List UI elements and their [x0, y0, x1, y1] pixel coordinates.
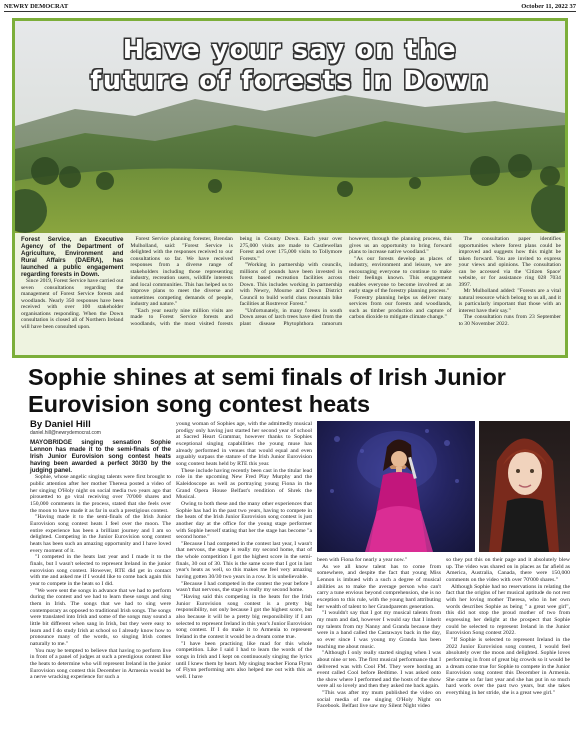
article-paragraph: "Having made it to the semi-finals of the Irish Junior Eurovision song contest heats I feel over the moon. The entire experience has been a brilliant journey and I am so delighted. Competing in the Junior Eurovision song contest heats has been such an amazing opportunity and I have loved every moment of it.: [30, 514, 171, 554]
forest-landscape-photo: [15, 21, 565, 233]
author-email: daniel.hill@newrydemocrat.com: [30, 430, 101, 436]
sophie-stage-drawing: [317, 421, 475, 552]
forest-paragraph: "Each year nearly nine million visits are made to Forest Service forests and woodlands, with the most visited forests being in County Down. Each year over 275,000 visits are made to Castlewellan Forest and over 175,000 visits to Tollymore Forests.": [130, 236, 343, 327]
article-paragraph: been with Fiona for nearly a year now.": [317, 557, 408, 563]
article-paragraph: "I competed in the heats last year and I made it to the finals, but I wasn't selected to represent Ireland in the junior eurovision song contest. However, RTE did get in contact with me and asked me if I would like to come back again this year to compete in the heats so I did.: [30, 554, 171, 587]
forest-lead-paragraph: Forest Service, an Executive Agency of the Department of Agriculture, Environment and Rural Affairs (DAERA), has launched a public engagement regarding forests in Down.: [21, 236, 124, 278]
article-byline: By Daniel Hill: [30, 419, 91, 430]
article-paragraph: You may be tempted to believe that having to perform live in front of a panel of judges at such a prestigious contest like the heats to determine who will represent Ireland in the junior Eurovision song contest this December in Armenia would be a nerve wracking experience for such a: [30, 647, 171, 681]
forest-paragraph: Mr Mulholland added: "Forests are a vital natural resource which belong to us all, and it is particularly important that those with an interest have their say.": [458, 288, 561, 314]
forest-paragraph: "Working in partnership with councils, millions of pounds have been invested in forest based recreation facilities across Down. This includes working in partnership with Newry, Mourne and Down District Council to build world class mountain bike facilities at Rostrevor Forest.": [239, 262, 343, 307]
masthead-date-page: October 11, 2022 37: [521, 3, 576, 10]
article-paragraph: young woman of Sophies age, with the admittedly musical prodigy only having just started her second year of school at Sacred Heart Grammar, however thanks to Sophies exceptional singing capabilities the young muse has already performed in venues that would equal and even arguably surpass the stature of the Irish Junior Eurovision song contest heats held by RTE this year.: [176, 421, 312, 467]
forest-paragraph: Forest Service planning forester, Brendan Mulholland, said: "Forest Service is delighted with the responses received to our consultations so far. We have received responses from a diverse range of stakeholders including those representing industry, recreation users, wildlife interests and local communities. This has helped us to improve plans to meet the diverse and sometimes competing demands of people, industry and nature.": [130, 236, 233, 307]
article-paragraph: These include having recently been cast in the titular lead role in the upcoming New Fred Play Murphy and the Kaleidoscope as well as portraying young Fiona in the Grand Opera House Belfast's rendition of Shrek the Musical.: [176, 467, 312, 501]
article-paragraph: "Although I only really started singing when I was about nine or ten. The first musical performance that I delivered was with Cool FM. They were hosting an event called Cool before Bedtime. I was asked onto the show where I performed and the hosts of the show were all so lovely and then they asked me back again.: [317, 650, 441, 690]
forest-headline-line1: Have your say on the: [122, 35, 458, 65]
sophie-stage-photo: [317, 421, 475, 552]
forest-paragraph: "As our forests develop as places of industry, environment and leisure, we are encouraging everyone to continue to make their feelings known. This engagement enables everyone to become involved at an early stage of the forestry planning process.": [349, 255, 452, 294]
forest-headline: [15, 35, 565, 97]
article-headline: Sophie shines at semi finals of Irish Junior Eurovision song contest heats: [28, 364, 506, 417]
forest-paragraph: Since 2019, Forest Service have carried out seven consultations regarding the management of Forest Service forests and woodlands. Nearly 350 responses have been received with over 100 stakeholder organisations responding. When the Down consultation is closed all of Northern Ireland will have been consulted upon.: [21, 278, 124, 330]
masthead-paper-name: NEWRY DEMOCRAT: [4, 3, 69, 10]
article-paragraph: "This was after my mum published the video on social media of me singing O'Holy Night on Facebook. Belfast live saw my Silent Night video: [317, 690, 441, 710]
article-paragraph: "Having said this competing in the heats for the Irish Junior Eurovision song contest is a pretty big responsibility, not only because I got the highest score, but also because it will be a pretty big responsibility if I am selected to represent Ireland in this year's Junior Eurovision song contest. If I do make it to Armenia to represent Ireland in the contest it would be a dream come true.: [176, 594, 312, 640]
article-paragraph: "I wouldn't say that I got my musical talents from my mum and dad, however I would say that I inherit my talents from my Nanny and Granda because they were in a band called the Castaways back in the day, so ever since I was young my Granda has been teaching me about music.: [317, 610, 441, 650]
article-column-3: [317, 557, 441, 731]
article-column-1: [30, 439, 171, 731]
article-paragraph: "Because I had competed in the contest the year before I wasn't that nervous, the stage is really my second home.: [176, 580, 312, 594]
forest-paragraph: The consultation runs from 23 September to 30 November 2022.: [458, 314, 561, 327]
sophie-portrait-drawing: [479, 421, 570, 552]
forest-paragraph: The consultation paper identifies opportunities where forest plans could be improved and suggests how this might be taken forward. You are invited to express your views and opinions. The consultation can be accessed via the 'Citizen Space' website, or for assistance ring 028 7034 3997.: [458, 236, 561, 288]
article-paragraph: "Because I had competed in the contest last year, I wasn't that nervous, the stage is really my second home, that of the whole competition I got the highest score in the semi-finals, 30 out of 30. This is the same score that I got in last year's heats as well, so this makes me feel very amazing having gotten 30/30 two years in a row. It is unbelievable.: [176, 540, 312, 581]
article-paragraph: Owing to both these and the many other experiences that Sophie has had in the past two years, having to compete in the heats of the Irish Junior Eurovision song contest is just another day at the office for the young stage performer with Sophie herself stating that her the stage has become "a second home.": [176, 500, 312, 541]
masthead-rule: [4, 11, 576, 12]
forest-paragraph: "Unfortunately, in many forests in south Down areas of larch trees have died from the plant disease Phytophthora ramorum however, through the planning process, this gives us an opportunity to bring forward plans to increase native woodland.": [239, 236, 452, 327]
forest-article-body: [21, 236, 561, 354]
article-paragraph: "If Sophie is selected to represent Ireland in the 2022 Junior Eurovision song contest, I would feel absolutely over the moon and delighted. Sophie loves performing in front of great big crowds so it would be a dream come true for Sophie to compete in the Junior Eurovision song contest this December in Armenia. She came so far last year and she has put in so much hard work over the past two years, but she takes everything in her stride, she is a great wee girl.": [446, 636, 570, 697]
forest-headline-line2: future of forests in Down: [90, 66, 490, 96]
article-paragraph: so they put this on their page and it absolutely blew up. The video was shared on in places as far afield as America, Australia, Canada, there were 150,000 comments on the video with over 70'000 shares.": [446, 557, 570, 583]
article-paragraph: Although Sophie had no reservations in relating the fact that the origins of her musical aptitude do not rest with her loving mother Theresa, who in her own words describes Sophie as being " a great wee girl", this did not stop the proud mother of two from expressing her delight at the prospect that Sophie could be selected to represent Ireland in the Junior Eurovision Song contest 2022.: [446, 583, 570, 637]
article-column-4: [446, 557, 570, 731]
article-paragraph: "I have been practising like mad for this whole competition. Like I said I had to learn the words of the songs in Irish and I kept on continuously singing the lyrics until I knew them by heart. My singing teacher Fiona Flynn of Flynn performing arts also helped me out with this as well. I have: [176, 640, 313, 680]
forest-feature-box: [12, 18, 568, 358]
article-paragraph: "We were sent the songs in advance that we had to perform during the contest and we had to learn these songs and sing them in Irish. The songs that we had to sing were contemporary as opposed to traditional Irish songs. The songs were translated into Irish and some of the songs may sound a little bit different when sang in Irish, but they were easy to learn and I do study Irish at school so I already know how to pronounce many of the words, so singing Irish comes naturally to me.": [30, 587, 171, 647]
article-paragraph: As we all know talent has to come from somewhere, and despite the fact that young Miss Lennon is imbued with a such a degree of musical abilities as to make the average person who can't carry a tune envious beyond comprehension, she is no exception to this rule, with the young bard attributing her wealth of talent to her Grandparents generation.: [317, 563, 441, 610]
forest-paragraph: Forestry planning helps us deliver many services from our forests and woodlands, such as timber production and capture of carbon dioxide to mitigate climate change.": [349, 294, 452, 320]
sophie-portrait-photo: [479, 421, 570, 552]
article-lead-paragraph: MAYOBRIDGE singing sensation Sophie Lennon has made it to the semi-finals of the Irish Junior Eurovision song contest heats having been awarded a perfect 30/30 by the judging panel.: [30, 439, 171, 475]
article-paragraph: Sophie, whose angelic singing talents were first brought to public attention after her mother Theresa posted a video of her singing O'Holy night on social media two years ago that pirouetted to go viral receiving over 70'000 shares and 150,000 comments in the process, stated that she feels over the moon to have made it as far in such a prestigious contest.: [30, 474, 171, 514]
article-column-2: [176, 421, 312, 731]
